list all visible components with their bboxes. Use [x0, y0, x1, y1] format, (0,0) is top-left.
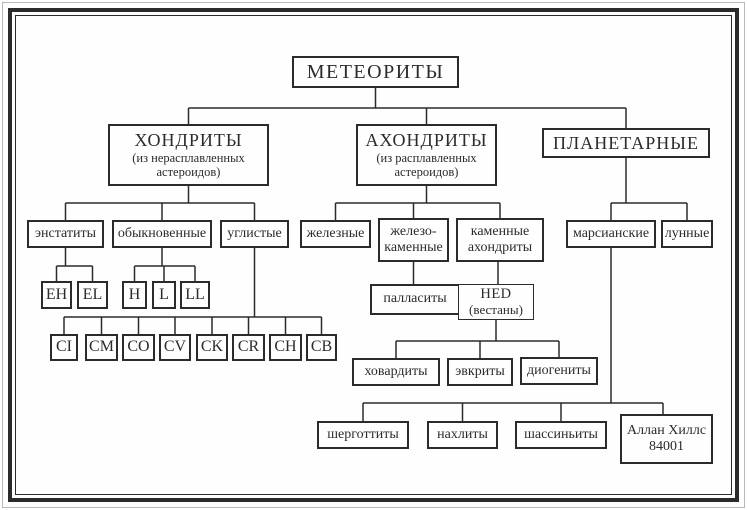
node-planetary: ПЛАНЕТАРНЫЕ	[542, 128, 710, 158]
node-l: L	[152, 281, 176, 309]
connector-martian-children	[363, 248, 663, 421]
node-h: H	[122, 281, 147, 309]
node-hed-subtitle: (вестаны)	[469, 301, 523, 317]
node-co: CO	[122, 334, 155, 361]
node-chondrites	[108, 124, 269, 186]
node-meteorites: МЕТЕОРИТЫ	[292, 56, 459, 88]
node-chassignites: шассиньиты	[515, 421, 607, 449]
node-hed-title: HED	[480, 286, 512, 303]
node-diogenites: диогениты	[520, 357, 598, 385]
node-el: EL	[77, 281, 108, 309]
node-shergottites: шерготтиты	[317, 421, 409, 449]
node-cm: CM	[85, 334, 118, 361]
node-allan-hills-84001	[620, 414, 713, 464]
node-ci: CI	[50, 334, 78, 361]
connector-ordinary	[135, 248, 196, 281]
connector-chondrites	[66, 186, 255, 220]
node-cr: CR	[232, 334, 265, 361]
node-nakhlites: нахлиты	[427, 421, 498, 449]
connector-planetary	[611, 158, 687, 220]
node-achondrites-subtitle: (из расплавленных астероидов)	[376, 150, 477, 180]
node-chondrites-title: ХОНДРИТЫ	[134, 130, 243, 151]
node-stony-achondrites: каменные ахондриты	[456, 218, 544, 262]
node-allan-hills-name: Аллан Хиллс	[626, 422, 707, 438]
node-ch: CH	[269, 334, 302, 361]
connector-hed-children	[396, 320, 559, 358]
node-iron: железные	[300, 220, 371, 248]
node-stony-iron: железо-каменные	[378, 218, 449, 262]
node-achondrites-title: АХОНДРИТЫ	[365, 130, 488, 151]
node-chondrites-subtitle: (из нерасплавленных астероидов)	[132, 150, 245, 180]
connector-achondrites	[336, 186, 501, 220]
node-howardites: ховардиты	[352, 358, 440, 386]
node-hed	[458, 284, 534, 320]
connector-root	[189, 88, 627, 128]
node-enstatites: энстатиты	[27, 220, 104, 248]
node-cv: CV	[159, 334, 191, 361]
node-lunar: лунные	[661, 220, 713, 248]
connector-pallasites-hed	[414, 262, 499, 284]
node-pallasites: палласиты	[370, 284, 460, 315]
node-carbonaceous: углистые	[220, 220, 289, 248]
node-eucrites: эвкриты	[447, 358, 513, 386]
connector-enstatites	[57, 248, 93, 281]
node-eh: EH	[41, 281, 72, 309]
node-ll: LL	[180, 281, 210, 309]
node-ck: CK	[196, 334, 228, 361]
node-martian: марсианские	[566, 220, 656, 248]
node-achondrites	[356, 124, 497, 186]
node-allan-hills-number: 84001	[649, 439, 684, 454]
node-ordinary: обыкновенные	[112, 220, 212, 248]
node-cb: CB	[306, 334, 337, 361]
